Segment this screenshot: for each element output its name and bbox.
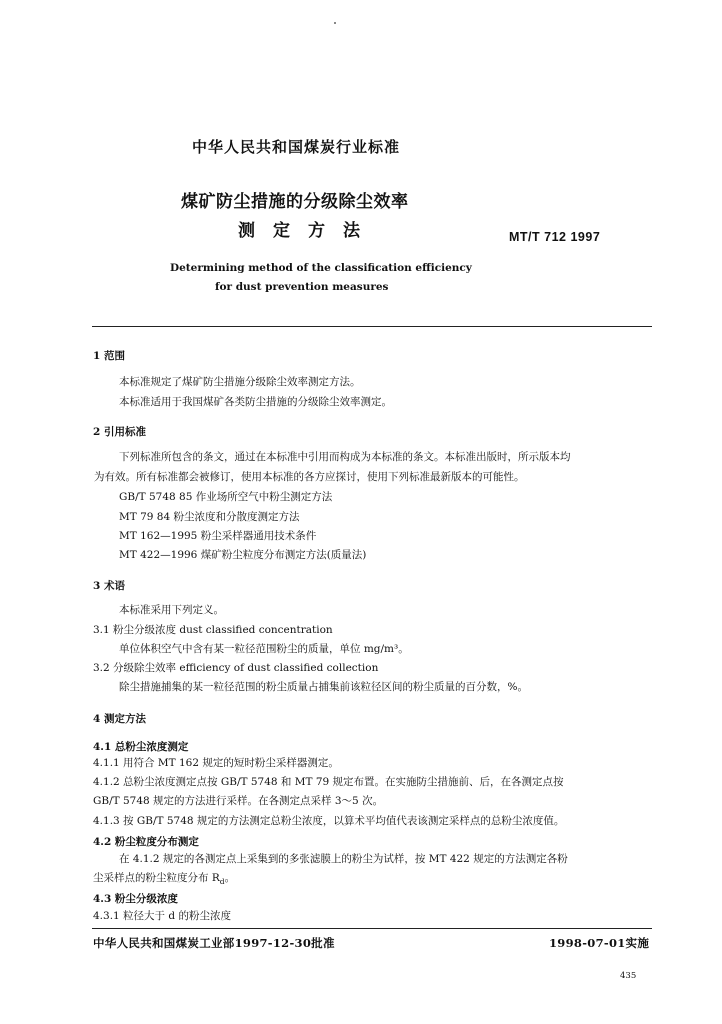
clause-4-1-2-line1: 4.1.2 总粉尘浓度测定点按 GB/T 5748 和 MT 79 规定布置。在实施防尘措施前、后，在各测定点按 (93, 776, 564, 788)
subscript-d: d (219, 877, 225, 887)
section-2-paragraph-line2: 为有效。所有标准都会被修订，使用本标准的各方应探讨，使用下列标准最新版本的可能性。 (94, 471, 525, 483)
section-3-paragraph: 本标准采用下列定义。 (119, 604, 224, 616)
section-1-heading: 1 范围 (93, 350, 125, 362)
clause-4-1-3: 4.1.3 按 GB/T 5748 规定的方法测定总粉尘浓度，以算术平均值代表该测定采样点的总粉尘浓度值。 (93, 815, 565, 827)
english-title-line1: Determining method of the classification efficiency (170, 262, 472, 274)
clause-4-2-line1: 在 4.1.2 规定的各测定点上采集到的多张滤膜上的粉尘为试样，按 MT 422 规定的方法测定各粉 (119, 853, 568, 865)
section-4-heading: 4 测定方法 (93, 713, 146, 725)
reference-mt422: MT 422—1996 煤矿粉尘粒度分布测定方法(质量法) (119, 549, 367, 561)
term-3-2: 3.2 分级除尘效率 efficiency of dust classified collection (93, 662, 379, 674)
subsection-4-2-heading: 4.2 粉尘粒度分布测定 (93, 836, 199, 848)
clause-4-2-line2-end: 。 (224, 872, 236, 884)
page-number: 435 (620, 971, 637, 981)
term-3-1: 3.1 粉尘分级浓度 dust classified concentration (93, 624, 333, 636)
term-3-2-definition: 除尘措施捕集的某一粒径范围的粉尘质量占捕集前该粒径区间的粉尘质量的百分数，%。 (119, 681, 528, 693)
clause-4-2-line2-text: 尘采样点的粉尘粒度分布 R (93, 872, 220, 884)
english-title-line2: for dust prevention measures (215, 281, 389, 293)
subsection-4-3-heading: 4.3 粉尘分级浓度 (93, 893, 178, 905)
clause-4-1-2-line2: GB/T 5748 规定的方法进行采样。在各测定点采样 3～5 次。 (93, 795, 384, 807)
approval-authority-date: 中华人民共和国煤炭工业部1997-12-30批准 (93, 936, 335, 950)
standard-title: 中华人民共和国煤炭行业标准 (192, 138, 401, 156)
section-2-heading: 2 引用标准 (93, 426, 146, 438)
section-1-paragraph-1: 本标准规定了煤矿防尘措施分级除尘效率测定方法。 (119, 376, 361, 388)
subsection-4-1-heading: 4.1 总粉尘浓度测定 (93, 741, 189, 753)
header-divider (92, 326, 652, 327)
section-3-heading: 3 术语 (93, 580, 125, 592)
reference-gbt5748: GB/T 5748 85 作业场所空气中粉尘测定方法 (119, 491, 333, 503)
document-title-line1: 煤矿防尘措施的分级除尘效率 (181, 192, 409, 212)
section-1-paragraph-2: 本标准适用于我国煤矿各类防尘措施的分级除尘效率测定。 (119, 396, 392, 408)
scan-speck (334, 22, 336, 24)
reference-mt79: MT 79 84 粉尘浓度和分散度测定方法 (119, 511, 300, 523)
clause-4-2-line2 (93, 872, 235, 888)
section-2-paragraph-line1: 下列标准所包含的条文，通过在本标准中引用而构成为本标准的条文。本标准出版时，所示版本均 (119, 451, 571, 463)
term-3-1-definition: 单位体积空气中含有某一粒径范围粉尘的质量，单位 mg/m³。 (119, 643, 409, 655)
clause-4-3-1: 4.3.1 粒径大于 d 的粉尘浓度 (93, 910, 231, 922)
footer-divider (92, 928, 652, 929)
document-title-line2: 测定方法 (238, 221, 378, 241)
clause-4-1-1: 4.1.1 用符合 MT 162 规定的短时粉尘采样器测定。 (93, 757, 339, 769)
implementation-date: 1998-07-01实施 (549, 936, 650, 950)
reference-mt162: MT 162—1995 粉尘采样器通用技术条件 (119, 530, 317, 542)
standard-code: MT/T 712 1997 (509, 230, 601, 244)
